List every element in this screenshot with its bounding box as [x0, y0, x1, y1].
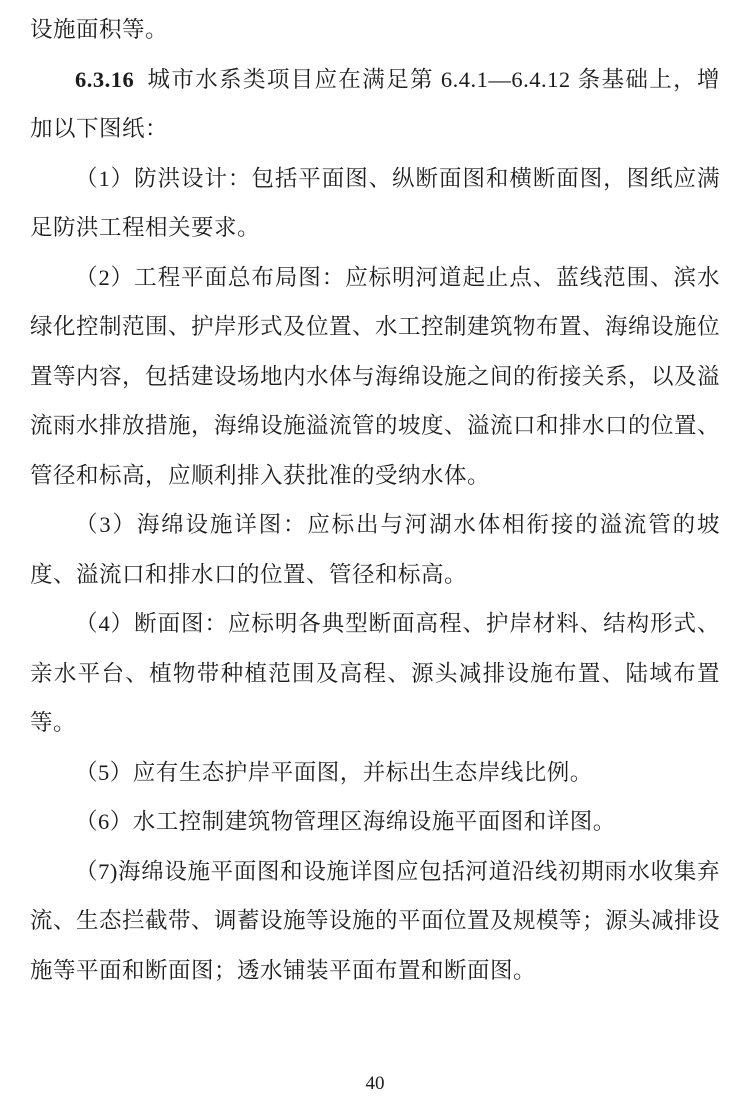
paragraph-item-2: （2）工程平面总布局图：应标明河道起止点、蓝线范围、滨水绿化控制范围、护岸形式及位置、水工控制建筑物布置、海绵设施位置等内容，包括建设场地内水体与海绵设施之间的衔接关系，以及溢流雨水排放措施，海绵设施溢流管的坡度、溢流口和排水口的位置、管径和标高，应顺利排入获批准的受纳水体。 — [30, 264, 721, 488]
paragraph-item-7: （7)海绵设施平面图和设施详图应包括河道沿线初期雨水收集弃流、生态拦截带、调蓄设施等设施的平面位置及规模等；源头减排设施等平面和断面图；透水铺装平面布置和断面图。 — [30, 858, 721, 983]
paragraph-item-6: （6）水工控制建筑物管理区海绵设施平面图和详图。 — [75, 809, 616, 834]
paragraph-item-1: （1）防洪设计：包括平面图、纵断面图和横断面图，图纸应满足防洪工程相关要求。 — [30, 165, 720, 240]
paragraph-item-5: （5）应有生态护岸平面图，并标出生态岸线比例。 — [75, 759, 593, 785]
page-number: 40 — [365, 1073, 385, 1094]
paragraph-continuation: 设施面积等。 — [30, 17, 169, 42]
paragraph-section-heading — [30, 55, 720, 154]
paragraph-item-3: （3）海绵设施详图：应标出与河湖水体相衔接的溢流管的坡度、溢流口和排水口的位置、管径和标高。 — [30, 512, 720, 587]
section-number: 6.3.16 — [75, 66, 135, 92]
section-text: 城市水系类项目应在满足第 6.4.1—6.4.12 条基础上，增加以下图纸： — [30, 66, 720, 141]
paragraph-item-4: （4）断面图：应标明各典型断面高程、护岸材料、结构形式、亲水平台、植物带种植范围及高程、源头减排设施布置、陆域布置等。 — [30, 611, 720, 735]
